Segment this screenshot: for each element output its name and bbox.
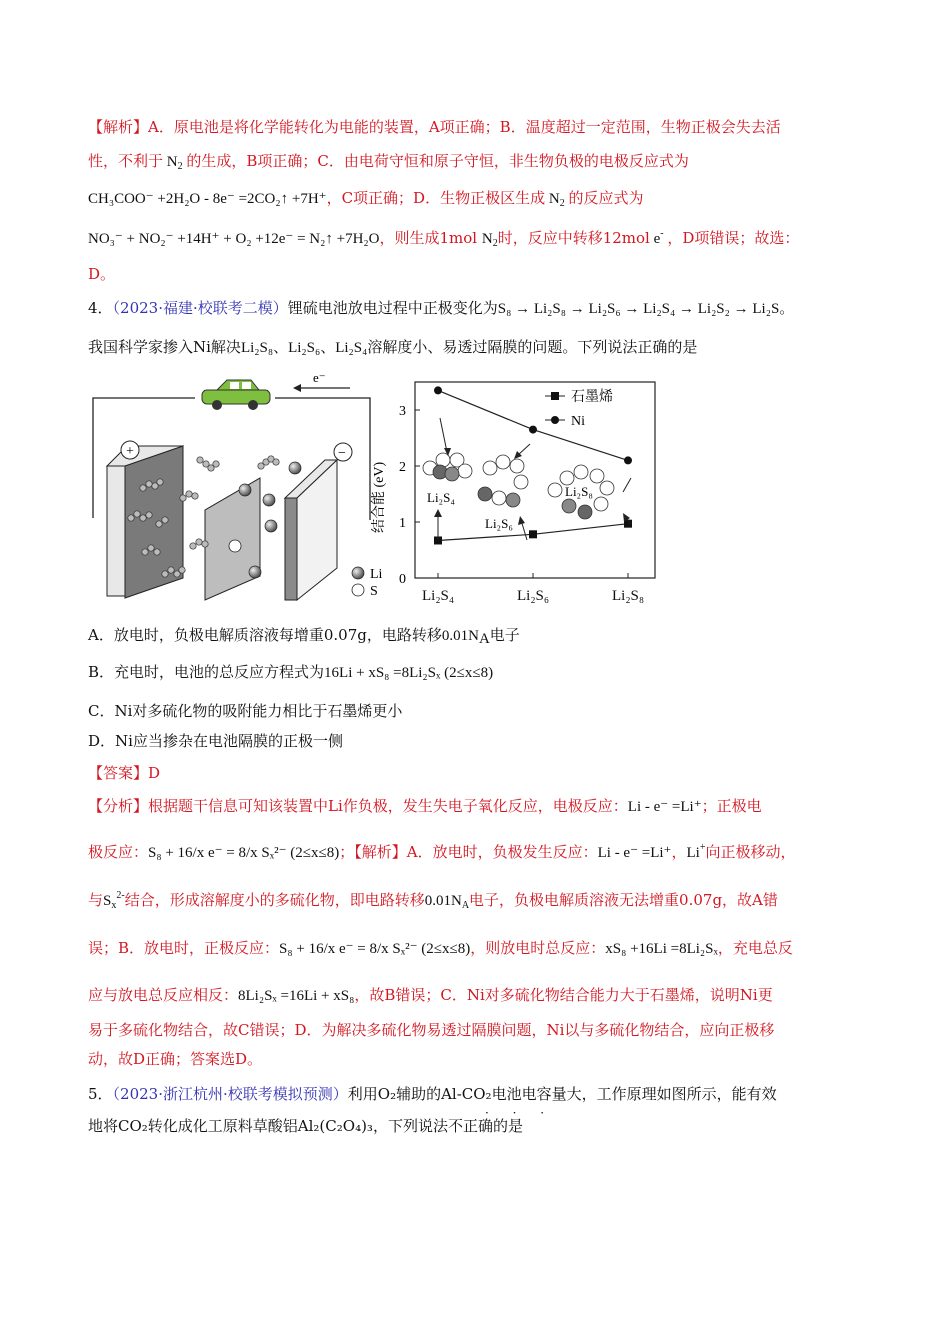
question-number: 4． [88, 299, 113, 317]
analysis3-line4: NO₃⁻ + NO₂⁻ +14H⁺ + O₂ +12e⁻ = N₂↑ +7H₂O，则生成1mol $N_2$时，反应中转移12mol e- ，D项错误；故选： [88, 228, 800, 249]
reaction-chain: S₈ → Li₂S₈ → Li₂S₆ → Li₂S₄ → Li₂S₂ → Li₂S [497, 301, 780, 317]
graphene-legend-marker [551, 392, 559, 400]
question-source: （2023·浙江杭州·校联考模拟预测） [112, 1085, 348, 1103]
option-c[interactable]: C．Ni对多硫化物的吸附能力相比于石墨烯更小 [88, 702, 403, 720]
question-source: （2023·福建·校联考二模） [112, 299, 288, 317]
car-icon [202, 380, 270, 410]
q4-stem-line2: 我国科学家掺入Ni解决Li₂S₈、Li₂S₆、Li₂S₄溶解度小、易透过隔膜的问题。下列说法正确的是 [88, 338, 698, 356]
answer-tag: 【答案】 [88, 764, 149, 782]
answer-line [88, 763, 160, 783]
option-d[interactable]: D．Ni应当掺杂在电池隔膜的正极一侧 [88, 732, 343, 750]
electron-arrow-icon [293, 384, 301, 392]
analysis3-line1: 【解析】A．原电池是将化学能转化为电能的装置，A项正确；B．温度超过一定范围，生物正极会失去活 [88, 118, 781, 136]
legend-s: S [370, 584, 378, 599]
question-number: 5． [88, 1085, 113, 1103]
q5-stem-line1: 5．（2023·浙江杭州·校联考模拟预测）利用O₂辅助的Al-CO₂电池电容量大，工作原理如图所示，能有效 [88, 1085, 777, 1103]
emphasis-not-correct: 不正确 [447, 1117, 493, 1135]
chart-ylabel: 结合能 (eV) [372, 461, 387, 533]
analysis4-line6: 易于多硫化物结合，故C错误；D．为解决多硫化物易透过隔膜问题，Ni以与多硫化物结合，应向正极移 [88, 1021, 775, 1039]
chart-xtick-labels [397, 588, 677, 610]
q5-stem-line2: 地将CO₂转化成化工原料草酸铝Al₂(C₂O₄)₃，下列说法不正确的是 [88, 1117, 523, 1135]
mol-label-li2s4: Li₂S₄ [427, 490, 455, 505]
battery-figure [85, 368, 665, 608]
mol-label-li2s8: Li₂S₈ [565, 484, 593, 499]
analysis3-line5: D。 [88, 265, 116, 283]
separator-membrane [205, 478, 260, 600]
ni-point [624, 456, 632, 464]
legend-li: Li [370, 567, 383, 582]
emphasis-dots: · · · [485, 1106, 555, 1120]
legend-ni: Ni [571, 414, 585, 429]
analysis4-line7: 动，故D正确；答案选D。 [88, 1050, 263, 1068]
answer-value: D [148, 764, 161, 782]
xtick-li2s4: Li₂S₄ [422, 588, 455, 604]
ni-point [434, 386, 442, 394]
ni-point [529, 426, 537, 434]
legend-graphene: 石墨烯 [571, 390, 613, 405]
n2-formula: $N_2$ [166, 154, 183, 172]
q4-stem-line1: 4．（2023·福建·校联考二模）锂硫电池放电过程中正极变化为S₈ → Li₂S₈ → Li₂S₆ → Li₂S₄ → Li₂S₂ → Li₂S。 [88, 299, 795, 317]
xtick-li2s6: Li₂S₆ [517, 588, 550, 604]
mol-label-li2s6: Li₂S₆ [485, 516, 513, 531]
ytick-label: 1 [399, 516, 406, 531]
ytick-label: 3 [399, 404, 406, 419]
option-a[interactable]: A．放电时，负极电解质溶液每增重0.07g，电路转移$0.01N_A$电子 [88, 626, 520, 647]
analysis4-line2: 极反应：S₈ + 16/x e⁻ = 8/x Sₓ²⁻ (2≤x≤8)；【解析】A．放电时，负极发生反应：Li - e⁻ =Li⁺，Li+向正极移动， [88, 842, 796, 861]
analysis4-line5: 应与放电总反应相反：8Li₂Sₓ =16Li + xS₈，故B错误；C．Ni对多硫化物结合能力大于石墨烯，说明Ni更 [88, 986, 773, 1004]
equation-acetate: CH₃COO⁻ +2H₂O - 8e⁻ =2CO₂↑ +7H⁺ [88, 191, 327, 207]
xtick-li2s8: Li₂S₈ [612, 588, 645, 604]
analysis4-line1: 【分析】根据题干信息可知该装置中Li作负极，发生失电子氧化反应，电极反应：Li - e⁻ =Li⁺；正极电 [88, 797, 762, 815]
ytick-label: 2 [399, 460, 406, 475]
graphene-point [529, 530, 537, 538]
analysis-tag: 【解析】 [88, 118, 149, 136]
binding-energy-chart [370, 382, 655, 587]
ni-legend-marker [551, 416, 559, 424]
equation-nitrate: NO₃⁻ + NO₂⁻ +14H⁺ + O₂ +12e⁻ = N₂↑ +7H₂O [88, 231, 380, 247]
analysis3-line2: 性，不利于 $N_2$ 的生成，B项正确；C．由电荷守恒和原子守恒，非生物负极的电极反应式为 [88, 152, 689, 172]
analysis4-line3: 与$S_x^{2-}$结合，形成溶解度小的多硫化物，即电路转移$0.01N_A$电子，负极电解质溶液无法增重0.07g，故A错 [88, 890, 778, 911]
electron-label: e⁻ [313, 370, 326, 385]
negative-sign: − [338, 446, 346, 461]
li-legend-marker [352, 567, 364, 579]
s-legend-marker [352, 584, 364, 596]
option-b[interactable]: B．充电时，电池的总反应方程式为16Li + xS₈ =8Li₂Sₓ (2≤x≤8) [88, 663, 494, 681]
analysis4-line4: 误；B．放电时，正极反应：S₈ + 16/x e⁻ = 8/x Sₓ²⁻ (2≤x≤8)，则放电时总反应：xS₈ +16Li =8Li₂Sₓ，充电总反 [88, 939, 793, 957]
positive-sign: + [126, 444, 134, 459]
ytick-label: 0 [399, 572, 406, 587]
battery-diagram-svg [85, 368, 665, 608]
analysis3-line3: CH₃COO⁻ +2H₂O - 8e⁻ =2CO₂↑ +7H⁺，C项正确；D．生物正极区生成 $N_2$ 的反应式为 [88, 189, 644, 209]
